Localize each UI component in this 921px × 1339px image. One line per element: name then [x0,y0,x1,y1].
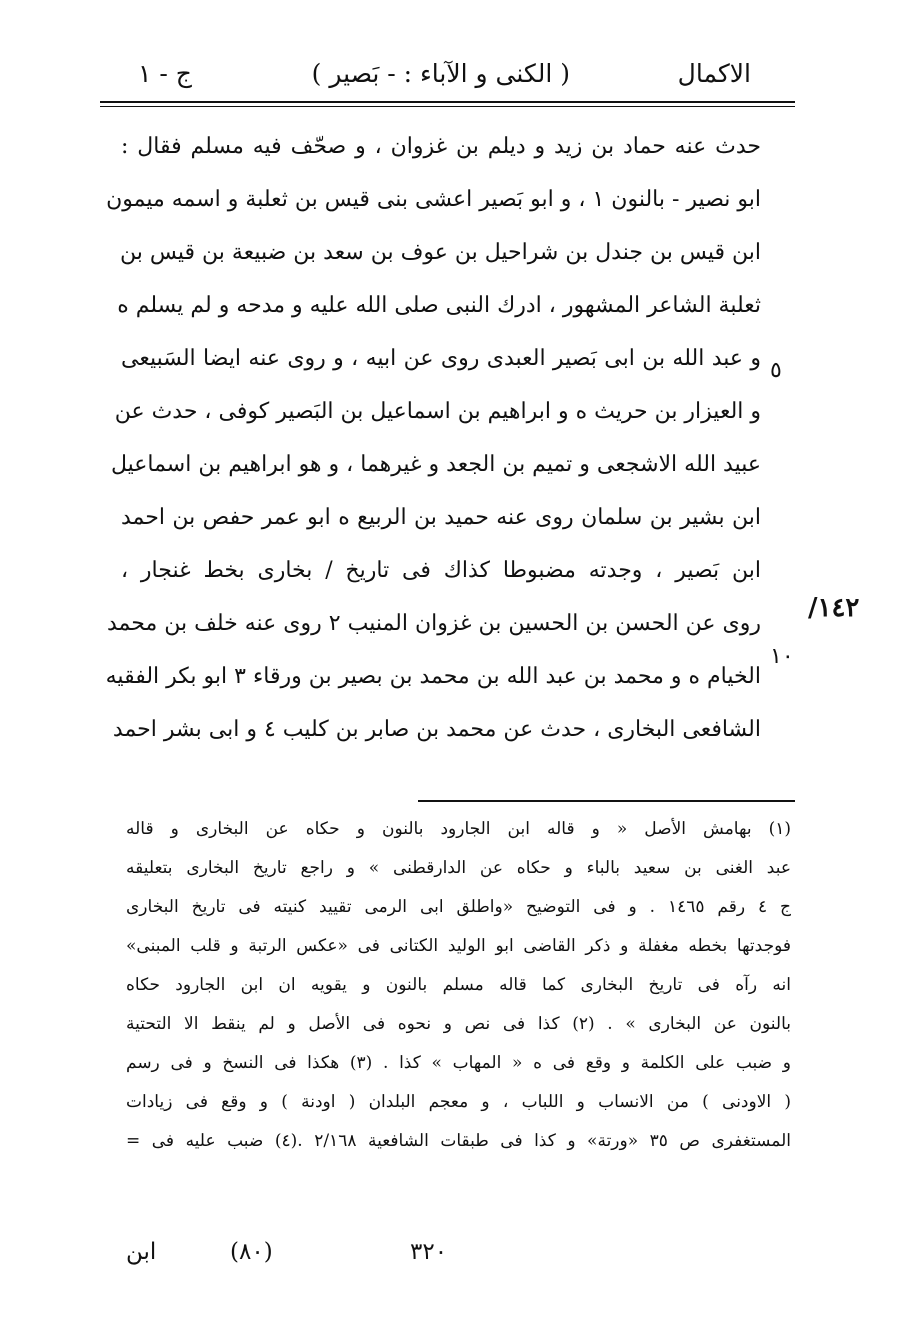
text-line: ابن بشير بن سلمان روى عنه حميد بن الربيع ه ابو عمر حفص بن احمد [121,505,762,530]
text-line: و عبد الله بن ابى بَصير العبدى روى عن ابيه ، و روى عنه ايضا السَبيعى [121,346,761,371]
footnote-line: عبد الغنى بن سعيد بالباء و حكاه عن الدارقطنى » و راجع تاريخ البخارى بتعليقه [126,858,791,878]
footnote-line: فوجدتها بخطه مغفلة و ذكر القاضى ابو الوليد الكتانى فى «عكس الرتبة و قلب المبنى» [126,936,791,956]
footnotes [126,810,791,1161]
footnote-line: و ضبب على الكلمة و وقع فى ه « المهاب » كذا . (٣) هكذا فى النسخ و فى رسم [126,1053,791,1073]
text-line: عبيد الله الاشجعى و تميم بن الجعد و غيرهما ، و هو ابراهيم بن اسماعيل [110,452,761,477]
text-line: الشافعى البخارى ، حدث عن محمد بن صابر بن كليب ٤ و ابى بشر احمد [112,717,761,742]
text-line: الخيام ه و محمد بن عبد الله بن محمد بن بصير بن ورقاء ٣ ابو بكر الفقيه [105,664,761,689]
text-line: ابن بَصير ، وجدته مضبوطا كذاك فى تاريخ / بخارى بخط غنجار ، [121,558,761,583]
text-line: ثعلبة الشاعر المشهور ، ادرك النبى صلى الله عليه و مدحه و لم يسلم ه [117,293,761,318]
text-line: ابن قيس بن جندل بن شراحيل بن عوف بن سعد بن ضبيعة بن قيس بن [120,240,761,265]
footnote-line: ج ٤ رقم ١٤٦٥ . و فى التوضيح «واطلق ابى الرمى تقييد كنيته فى تاريخ البخارى [126,897,791,917]
footnote-rule [418,800,795,802]
page-number: ٣٢٠ [410,1239,448,1265]
text-line: روى عن الحسن بن الحسين بن غزوان المنيب ٢ روى عنه خلف بن محمد [106,611,761,636]
text-line: ابو نصير - بالنون ١ ، و ابو بَصير اعشى بنى قيس بن ثعلبة و اسمه ميمون [106,187,761,212]
text-line: حدث عنه حماد بن زيد و ديلم بن غزوان ، و صحّف فيه مسلم فقال : [121,134,761,159]
running-section: ( الكنى و الآباء : - بَصير ) [311,59,570,88]
volume-label: ج - ١ [138,59,192,88]
footnote-line: المستغفرى ص ٣٥ «ورتة» و كذا فى طبقات الشافعية ٢/١٦٨ .(٤) ضبب عليه فى = [126,1131,791,1151]
header-rule-thin [100,106,795,107]
main-text [105,120,762,756]
footnote-line: (١) بهامش الأصل « و قاله ابن الجارود بالنون و حكاه عن البخارى و قاله [126,819,791,839]
running-title: الاكمال [677,59,751,88]
catchword: ابن [126,1239,157,1265]
header-rule [100,101,795,103]
footnote-line: انه رآه فى تاريخ البخارى كما قاله مسلم بالنون و يقويه ان ابن الجارود حكاه [126,975,791,995]
footnote-line: ( الاودنى ) من الانساب و اللباب ، و معجم البلدان ( اودنة ) و وقع فى زيادات [126,1092,791,1112]
signature-mark: (٨٠) [230,1239,273,1265]
margin-folio-marker: ١٤٢/ [808,593,860,623]
footnote-line: بالنون عن البخارى » . (٢) كذا فى نص و نحوه فى الأصل و لم ينقط الا التحتية [126,1014,791,1034]
text-line: و العيزار بن حريث ه و ابراهيم بن اسماعيل بن البَصير كوفى ، حدث عن [114,399,761,424]
line-number-10: ١٠ [770,644,794,669]
line-number-5: ٥ [770,358,782,383]
